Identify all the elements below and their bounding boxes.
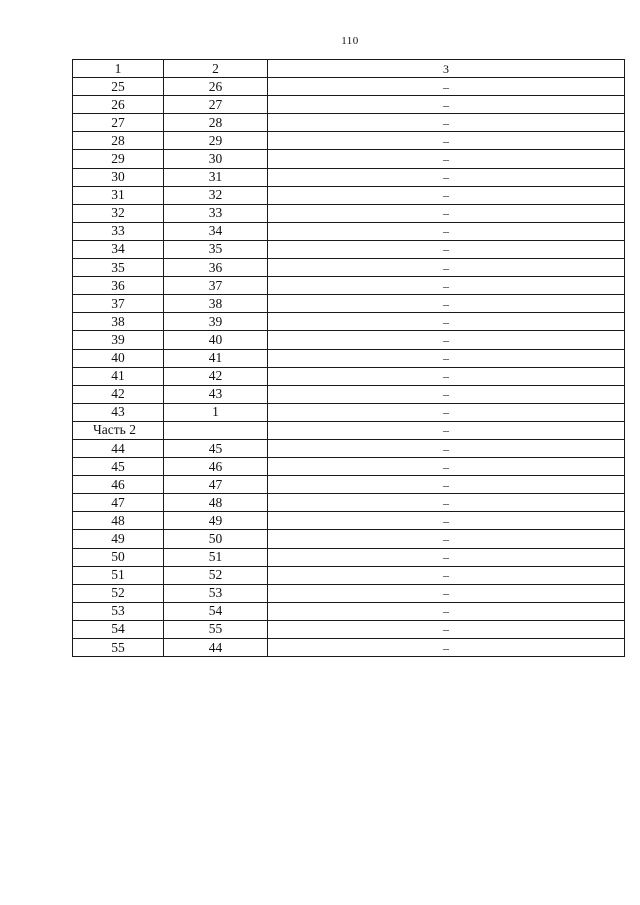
table-row [73,259,625,277]
table-cell: 52 [164,566,268,584]
table-row [73,295,625,313]
table-cell: – [268,78,625,96]
table-cell: 44 [164,639,268,657]
table-cell: – [268,620,625,638]
table-cell: 48 [73,512,164,530]
table-cell: – [268,512,625,530]
table-cell: 35 [73,259,164,277]
table-cell: 40 [73,349,164,367]
table-row [73,132,625,150]
table-cell: 43 [73,403,164,421]
table-cell: 52 [73,584,164,602]
table-cell: – [268,494,625,512]
table-cell: 25 [73,78,164,96]
table-row [73,186,625,204]
table-cell [164,421,268,439]
table-row [73,476,625,494]
table-cell: 36 [164,259,268,277]
table-cell: 49 [164,512,268,530]
table-cell: – [268,403,625,421]
table-cell: – [268,602,625,620]
table-cell: 46 [73,476,164,494]
table-cell: – [268,168,625,186]
table-cell: 43 [164,385,268,403]
table-cell: – [268,150,625,168]
table-row [73,78,625,96]
table-cell: 40 [164,331,268,349]
table-cell: – [268,548,625,566]
table-cell: 41 [164,349,268,367]
table-cell: 44 [73,439,164,457]
table-row [73,620,625,638]
table-cell: 26 [73,96,164,114]
table-header-cell: 3 [268,60,625,78]
table-cell: 34 [164,222,268,240]
table-cell: – [268,367,625,385]
table-cell: 27 [164,96,268,114]
table-cell: 37 [73,295,164,313]
table-cell: 1 [164,403,268,421]
table-row [73,421,625,439]
table-row [73,639,625,657]
table-row [73,439,625,457]
table-cell: 51 [73,566,164,584]
table-row [73,548,625,566]
table-row [73,349,625,367]
table-cell: 48 [164,494,268,512]
table-row [73,150,625,168]
table-cell: 33 [164,204,268,222]
table-header-row [73,60,625,78]
table-cell: 45 [164,439,268,457]
table-header-cell: 1 [73,60,164,78]
table-cell: 38 [73,313,164,331]
table-cell: 30 [164,150,268,168]
table-row [73,114,625,132]
table-cell: 47 [164,476,268,494]
table-cell: 26 [164,78,268,96]
table-row [73,403,625,421]
table-cell: 33 [73,222,164,240]
table-cell: – [268,186,625,204]
table-cell: – [268,439,625,457]
table-row [73,512,625,530]
table-cell: 32 [73,204,164,222]
table-cell: – [268,132,625,150]
table-cell: 37 [164,277,268,295]
table-row [73,204,625,222]
table-cell: – [268,295,625,313]
table-cell: 34 [73,240,164,258]
table-header-cell: 2 [164,60,268,78]
table-cell: – [268,566,625,584]
table-cell: 35 [164,240,268,258]
table-cell: 42 [73,385,164,403]
table-row [73,584,625,602]
table-cell: 55 [73,639,164,657]
table-row [73,277,625,295]
table-cell: 47 [73,494,164,512]
table-row [73,385,625,403]
table-cell: – [268,277,625,295]
table-cell: 30 [73,168,164,186]
table-cell: 55 [164,620,268,638]
table-cell: – [268,421,625,439]
table-cell: – [268,114,625,132]
table-cell: – [268,639,625,657]
table-cell: – [268,584,625,602]
table-cell: 29 [164,132,268,150]
table-row [73,168,625,186]
table-cell: – [268,222,625,240]
table-cell: – [268,240,625,258]
table-cell: 46 [164,458,268,476]
table-row [73,331,625,349]
table-row [73,458,625,476]
table-cell: – [268,349,625,367]
table-cell: 31 [164,168,268,186]
page-number: 110 [341,35,359,47]
table-row [73,96,625,114]
table-cell: – [268,313,625,331]
table-row [73,494,625,512]
table-cell: 39 [73,331,164,349]
table-row [73,566,625,584]
table-cell: – [268,204,625,222]
table-cell: 39 [164,313,268,331]
table-cell: 53 [164,584,268,602]
table-row [73,530,625,548]
table-cell: Часть 2 [73,421,164,439]
table-cell: – [268,476,625,494]
table-cell: 54 [73,620,164,638]
table-cell: 29 [73,150,164,168]
table-row [73,602,625,620]
data-table [72,59,625,657]
table-cell: 28 [164,114,268,132]
table-row [73,222,625,240]
table-cell: 50 [73,548,164,566]
table-cell: 27 [73,114,164,132]
table-body [73,78,625,657]
table-cell: 28 [73,132,164,150]
table-cell: 45 [73,458,164,476]
table-cell: 41 [73,367,164,385]
table-cell: – [268,458,625,476]
table-cell: – [268,259,625,277]
table-cell: – [268,530,625,548]
table-cell: 36 [73,277,164,295]
table-cell: 32 [164,186,268,204]
table-cell: – [268,331,625,349]
table-cell: – [268,385,625,403]
table-row [73,313,625,331]
table-cell: – [268,96,625,114]
table-cell: 53 [73,602,164,620]
table-cell: 49 [73,530,164,548]
table-cell: 50 [164,530,268,548]
table-cell: 54 [164,602,268,620]
table-cell: 31 [73,186,164,204]
table-cell: 38 [164,295,268,313]
table-row [73,367,625,385]
table-cell: 51 [164,548,268,566]
table-row [73,240,625,258]
table-cell: 42 [164,367,268,385]
